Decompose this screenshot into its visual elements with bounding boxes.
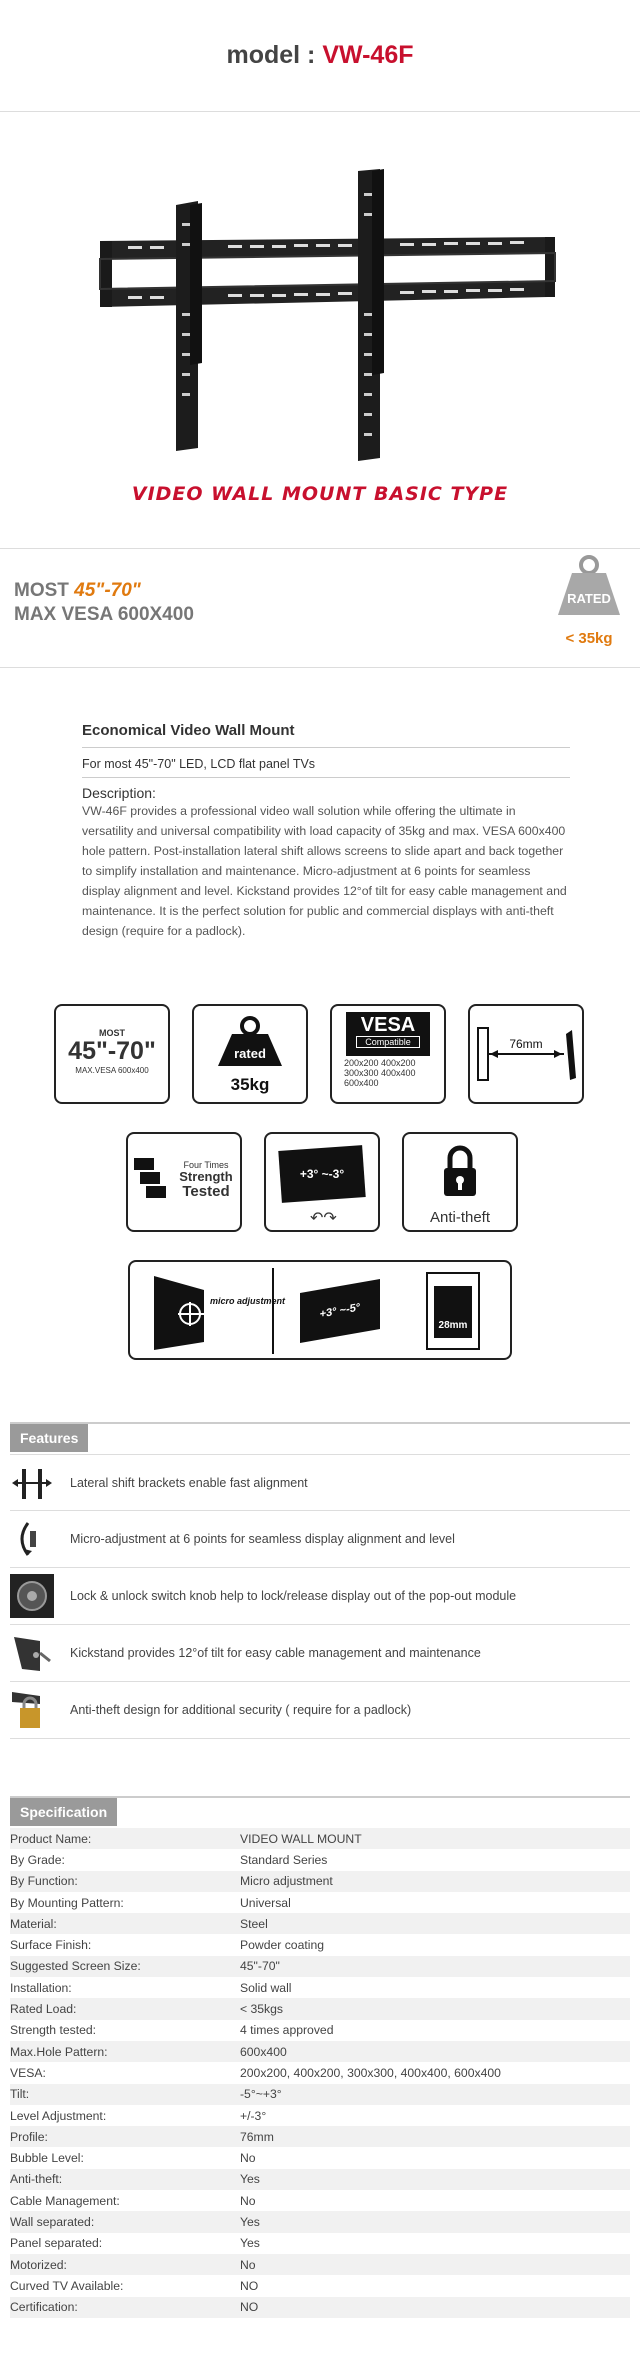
table-row <box>10 2233 630 2254</box>
spec-key: Cable Management: <box>10 2193 120 2208</box>
padlock-icon <box>10 1688 54 1732</box>
table-row <box>10 1956 630 1977</box>
spec-value: Yes <box>240 2236 260 2251</box>
max-vesa: MAX VESA 600X400 <box>14 604 194 625</box>
table-row <box>10 1871 630 1892</box>
spec-key: Motorized: <box>10 2254 240 2275</box>
spec-key: VESA: <box>10 2065 46 2080</box>
spec-value: Steel <box>240 1913 630 1934</box>
spec-value: Solid wall <box>240 1980 292 1995</box>
feature-text: Anti-theft design for additional security ( require for a padlock) <box>70 1703 412 1717</box>
spec-value: Powder coating <box>240 1938 325 1953</box>
specification-section <box>10 1796 630 2318</box>
spec-value: Yes <box>240 2169 630 2190</box>
adjustment-icons-group: micro adjustment +3° ~-5° 28mm <box>128 1260 512 1360</box>
size-summary <box>0 548 640 668</box>
model-title <box>226 41 413 70</box>
spec-key: Rated Load: <box>10 1998 240 2019</box>
product-image <box>0 113 640 373</box>
spec-key: Certification: <box>10 2297 240 2318</box>
product-caption: VIDEO WALL MOUNT BASIC TYPE <box>131 483 509 505</box>
model-number: VW-46F <box>322 41 414 69</box>
spec-value: Universal <box>240 1895 291 1910</box>
table-row <box>10 2105 630 2126</box>
table-row <box>10 2190 630 2211</box>
table-row <box>10 2062 630 2083</box>
specification-tab[interactable]: Specification <box>10 1798 117 1826</box>
spec-key: By Function: <box>10 1871 240 1892</box>
spec-value: +/-3° <box>240 2108 267 2123</box>
table-row <box>10 1977 630 1998</box>
model-label: model : <box>226 41 323 69</box>
lock-knob-icon <box>10 1574 54 1618</box>
svg-text:micro adjustment: micro adjustment <box>210 1296 286 1306</box>
table-row <box>10 1828 630 1849</box>
table-row <box>10 1913 630 1934</box>
spec-value: 45"-70" <box>240 1956 630 1977</box>
table-row <box>10 2126 630 2147</box>
weight-icon <box>554 553 624 623</box>
spec-value: NO <box>240 2297 630 2318</box>
features-section <box>10 1422 630 1739</box>
description-block <box>82 722 570 941</box>
table-row <box>10 2297 630 2318</box>
table-row <box>10 1892 630 1913</box>
spec-key: Wall separated: <box>10 2211 240 2232</box>
rated-load-icon <box>192 1004 308 1104</box>
list-item <box>10 1625 630 1682</box>
feature-text: Micro-adjustment at 6 points for seamless display alignment and level <box>70 1532 455 1546</box>
rated-badge <box>554 553 624 647</box>
spec-key: Profile: <box>10 2126 240 2147</box>
spec-key: Level Adjustment: <box>10 2108 107 2123</box>
table-row <box>10 2041 630 2062</box>
spec-key: By Mounting Pattern: <box>10 1895 124 1910</box>
table-row <box>10 2169 630 2190</box>
vesa-compatible-icon: VESA Compatible 200x200 400x200 300x300 400x400 600x400 <box>330 1004 446 1104</box>
spec-value: < 35kgs <box>240 1998 630 2019</box>
table-row <box>10 1934 630 1955</box>
svg-text:rated: rated <box>234 1046 266 1061</box>
list-item <box>10 1454 630 1511</box>
svg-text:76mm: 76mm <box>509 1037 543 1051</box>
spec-key: Suggested Screen Size: <box>10 1956 240 1977</box>
spec-key: Surface Finish: <box>10 1938 92 1953</box>
spec-table <box>10 1828 630 2318</box>
feature-text: Kickstand provides 12°of tilt for easy cable management and maintenance <box>70 1646 481 1660</box>
lateral-shift-icon <box>10 1461 54 1505</box>
table-row <box>10 2254 630 2275</box>
table-row <box>10 2084 630 2105</box>
table-row <box>10 2275 630 2296</box>
profile-icon <box>468 1004 584 1104</box>
spec-key: Material: <box>10 1913 240 1934</box>
table-row <box>10 2020 630 2041</box>
spec-value: Standard Series <box>240 1852 328 1867</box>
kickstand-icon <box>10 1631 54 1675</box>
list-item <box>10 1511 630 1568</box>
micro-adjust-icon <box>10 1517 54 1561</box>
spec-key: Product Name: <box>10 1828 240 1849</box>
spec-key: Tilt: <box>10 2084 240 2105</box>
description-label: Description: <box>82 785 156 801</box>
list-item <box>10 1568 630 1625</box>
spec-value: VIDEO WALL MOUNT <box>240 1828 630 1849</box>
most-label: MOST <box>14 580 75 601</box>
strength-tested-icon: Four Times Strength Tested <box>126 1132 242 1232</box>
spec-key: Strength tested: <box>10 2023 97 2038</box>
spec-value: No <box>240 2151 256 2166</box>
spec-key: By Grade: <box>10 1852 65 1867</box>
spec-value: -5°~+3° <box>240 2084 630 2105</box>
spec-value: 4 times approved <box>240 2023 334 2038</box>
spec-value: Yes <box>240 2211 630 2232</box>
spec-key: Curved TV Available: <box>10 2278 124 2293</box>
description-title: Economical Video Wall Mount <box>82 722 570 748</box>
svg-text:35kg: 35kg <box>230 1075 270 1094</box>
spec-value: 76mm <box>240 2126 630 2147</box>
page-header <box>0 0 640 112</box>
list-item <box>10 1682 630 1739</box>
spec-value: 600x400 <box>240 2041 630 2062</box>
level-adjust-icon: +3° ~-3° ↶↷ <box>264 1132 380 1232</box>
antitheft-icon: Anti-theft <box>402 1132 518 1232</box>
spec-key: Installation: <box>10 1980 72 1995</box>
description-text: VW-46F provides a professional video wall solution while offering the ultimate in versatility and universal compatibility with load capacity of 35kg and max. VESA 600x400 hole pattern. Post-installation lateral shift allows screens to slide apart and back together to simplify installation and maintenance. Micro-adjustment at 6 points for seamless display alignment and level. Kickstand provides 12°of tilt for easy cable management and maintenance. It is the perfect solution for public and commercial displays with anti-theft design (require for a padlock). <box>82 804 567 938</box>
spec-key: Bubble Level: <box>10 2151 84 2166</box>
feature-text: Lock & unlock switch knob help to lock/release display out of the pop-out module <box>70 1589 517 1603</box>
size-range-icon: MOST 45"-70" MAX.VESA 600x400 <box>54 1004 170 1104</box>
table-row <box>10 2147 630 2168</box>
most-range: 45"-70" <box>74 580 141 601</box>
table-row <box>10 1998 630 2019</box>
description-subtitle: For most 45"-70" LED, LCD flat panel TVs <box>82 748 570 778</box>
table-row <box>10 1849 630 1870</box>
rated-load: < 35kg <box>565 630 613 647</box>
spec-value: No <box>240 2254 630 2275</box>
spec-value: Micro adjustment <box>240 1871 630 1892</box>
table-row <box>10 2211 630 2232</box>
feature-text: Lateral shift brackets enable fast alignment <box>70 1475 308 1490</box>
size-range <box>14 579 194 627</box>
spec-value: 200x200, 400x200, 300x300, 400x400, 600x400 <box>240 2065 501 2080</box>
svg-text:RATED: RATED <box>567 591 611 606</box>
spec-value: No <box>240 2193 256 2208</box>
spec-key: Panel separated: <box>10 2236 103 2251</box>
spec-key: Max.Hole Pattern: <box>10 2041 240 2062</box>
spec-key: Anti-theft: <box>10 2169 240 2190</box>
spec-value: NO <box>240 2278 259 2293</box>
features-tab[interactable]: Features <box>10 1424 88 1452</box>
